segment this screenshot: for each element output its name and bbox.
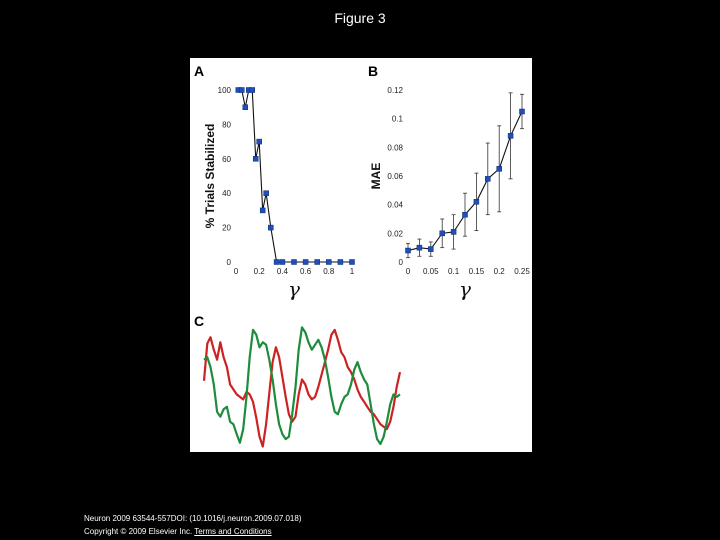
- panel-a-data-point: [338, 260, 343, 265]
- footer: [84, 512, 302, 538]
- panel-b-data-point: [440, 231, 445, 236]
- terms-link[interactable]: Terms and Conditions: [194, 527, 272, 536]
- panel-b-data-point: [406, 248, 411, 253]
- panel-b-data-point: [520, 109, 525, 114]
- copyright-line: [84, 525, 302, 538]
- panel-b-ytick-label: 0: [398, 258, 403, 267]
- panel-a-data-point: [239, 88, 244, 93]
- panel-a-data-point: [350, 260, 355, 265]
- panel-a-xtick-label: 0: [233, 267, 239, 276]
- panel-a-data-point: [274, 260, 279, 265]
- panel-a-ytick-label: 80: [222, 120, 231, 130]
- panel-b-xtick-label: 0.25: [514, 267, 530, 276]
- panel-b-data-point: [474, 199, 479, 204]
- panel-a-y-axis-label: % Trials Stabilized: [203, 123, 217, 229]
- panel-label-a: A: [194, 63, 205, 79]
- panel-a-data-point: [292, 260, 297, 265]
- panel-b-ytick-label: 0.1: [391, 114, 403, 124]
- panel-a-ytick-label: 0: [226, 258, 231, 267]
- panel-b-ytick-label: 0.08: [387, 143, 403, 153]
- panel-b-data-point: [463, 212, 468, 217]
- panel-b-xtick-label: 0.15: [468, 267, 485, 276]
- panel-label-b: B: [368, 63, 379, 79]
- panel-a-ytick-label: 60: [222, 154, 231, 164]
- panel-b-x-axis-label: γ: [459, 277, 471, 301]
- panel-a-data-point: [315, 260, 320, 265]
- citation-text: Neuron 2009 63544-557DOI: (10.1016/j.neuron.2009.07.018): [84, 514, 302, 523]
- panel-a-data-point: [260, 208, 265, 213]
- panel-b-ytick-label: 0.04: [387, 200, 403, 210]
- panel-a-data-point: [326, 260, 331, 265]
- panel-b-data-point: [417, 245, 422, 250]
- panel-a-data-point: [243, 105, 248, 110]
- panel-b-ytick-label: 0.12: [387, 86, 403, 95]
- panel-a-xtick-label: 0.2: [253, 267, 265, 276]
- slide-title: Figure 3: [334, 10, 386, 26]
- figure-svg: [190, 58, 532, 452]
- panel-a-data-point: [264, 191, 269, 196]
- panel-b-data-point: [428, 247, 433, 252]
- panel-a-ytick-label: 20: [222, 223, 231, 233]
- panel-a-data-point: [253, 156, 258, 161]
- panel-c-trace-2: [204, 327, 400, 444]
- panel-b-xtick-label: 0.1: [448, 267, 460, 276]
- panel-a-data-point: [303, 260, 308, 265]
- panel-b-data-point: [508, 133, 513, 138]
- panel-a-data-line: [238, 90, 352, 262]
- panel-a-data-point: [268, 225, 273, 230]
- panel-a-x-axis-label: γ: [288, 277, 300, 301]
- panel-a-ytick-label: 100: [217, 86, 231, 95]
- panel-b-xtick-label: 0.05: [423, 267, 439, 276]
- panel-c-trace-1: [204, 330, 400, 447]
- panel-b-ytick-label: 0.06: [387, 172, 403, 181]
- panel-a-xtick-label: 0.8: [323, 267, 335, 276]
- panel-a-xtick-label: 1: [349, 267, 355, 276]
- figure-panel: [190, 58, 532, 452]
- panel-b-y-axis-label: MAE: [369, 162, 383, 190]
- panel-a-data-point: [280, 260, 285, 265]
- copyright-text: Copyright © 2009 Elsevier Inc.: [84, 527, 193, 536]
- panel-b-data-point: [451, 229, 456, 234]
- panel-b-xtick-label: 0.2: [493, 267, 505, 276]
- panel-b-data-point: [485, 176, 490, 181]
- panel-b-data-point: [497, 166, 502, 171]
- panel-b-ytick-label: 0.02: [387, 229, 403, 239]
- panel-a-data-point: [250, 88, 255, 93]
- panel-a-ytick-label: 40: [222, 189, 231, 199]
- panel-label-c: C: [194, 313, 205, 329]
- panel-a-data-point: [257, 139, 262, 144]
- panel-a-xtick-label: 0.6: [300, 267, 312, 276]
- panel-a-xtick-label: 0.4: [276, 267, 288, 276]
- panel-b-xtick-label: 0: [405, 267, 411, 276]
